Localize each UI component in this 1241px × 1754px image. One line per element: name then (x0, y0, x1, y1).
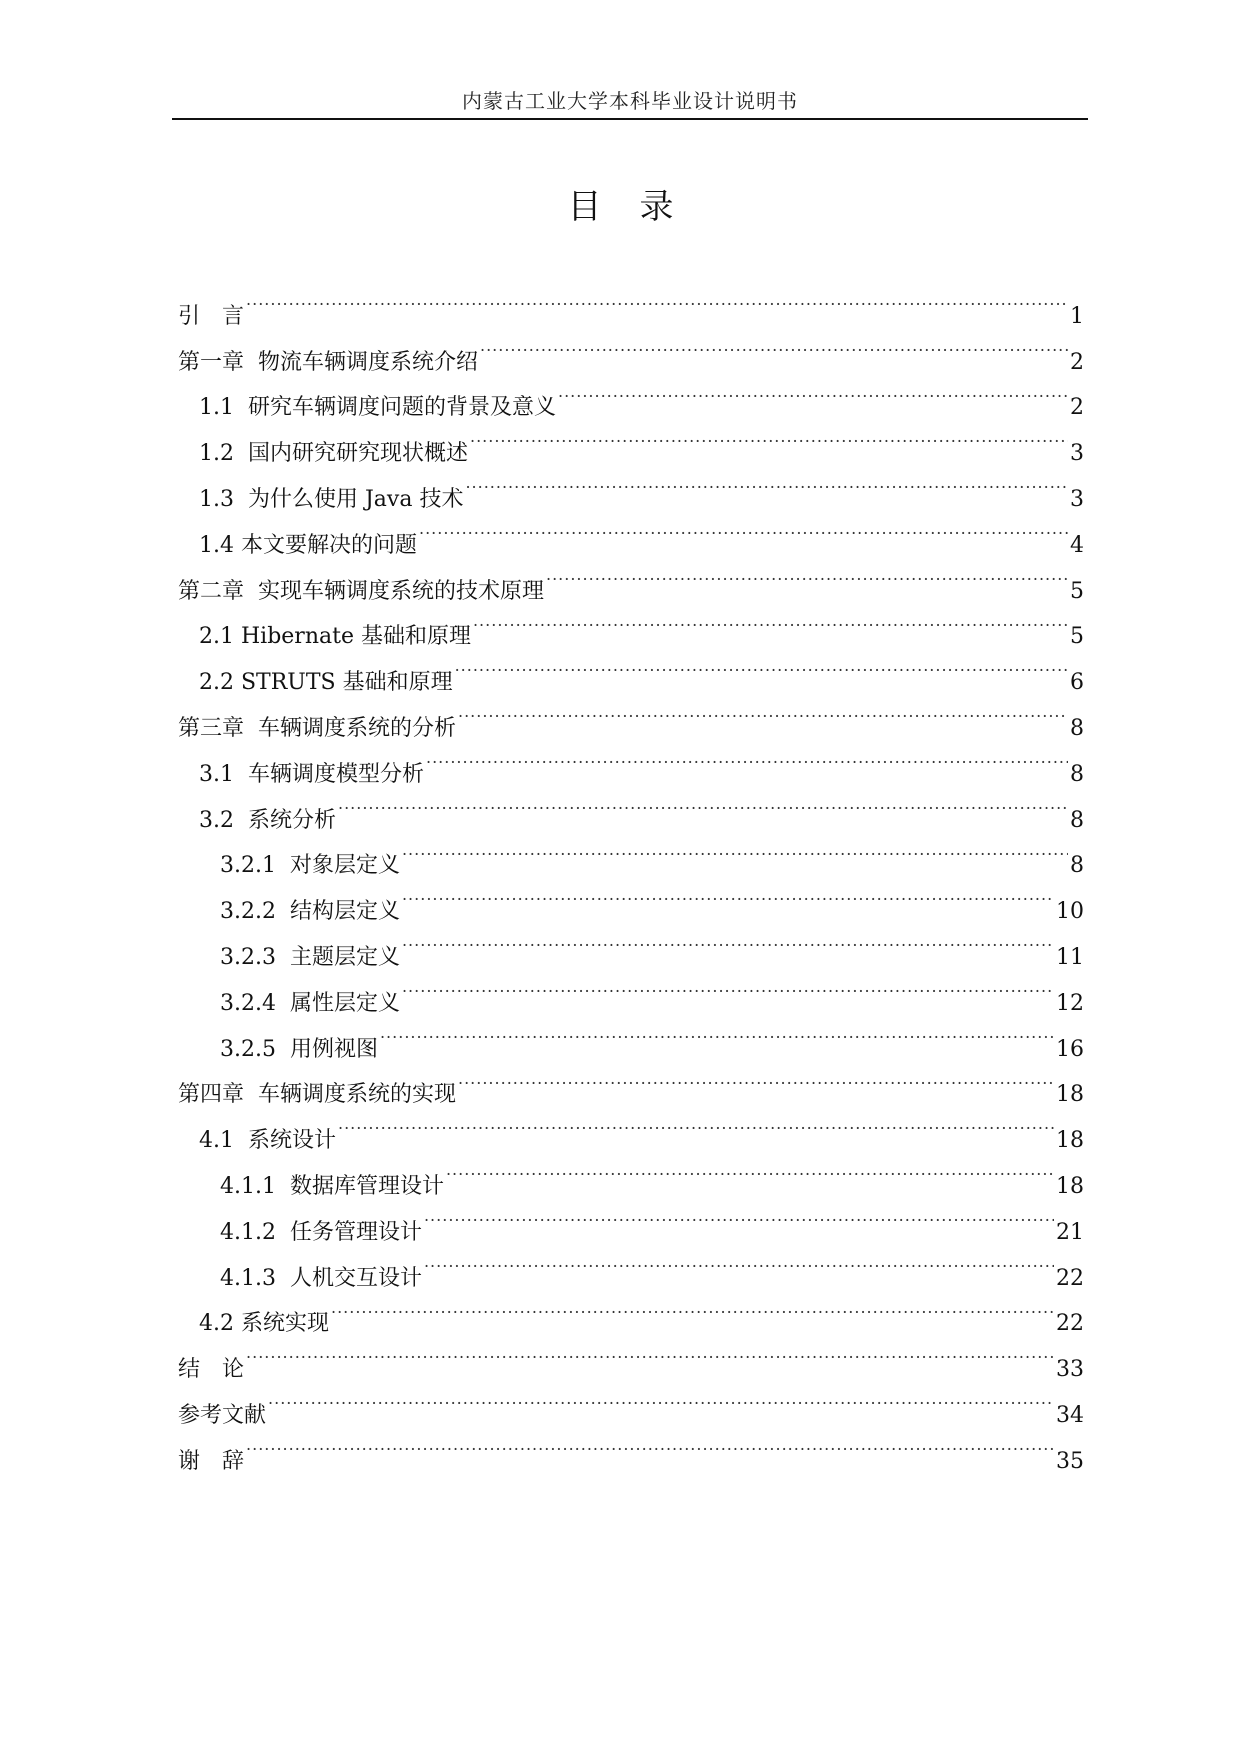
toc-entry-title: 引 言 (178, 303, 245, 329)
toc-entry-title: 3.2 系统分析 (199, 807, 336, 833)
running-header: 内蒙古工业大学本科毕业设计说明书 (462, 89, 798, 113)
toc-page-number: 2 (1070, 395, 1084, 421)
toc-page-number: 21 (1056, 1219, 1084, 1245)
toc-entry-title: 结 论 (178, 1357, 245, 1383)
toc-dot-leader (458, 1056, 1054, 1102)
toc-entry[interactable] (178, 323, 1084, 375)
toc-page-number: 22 (1056, 1265, 1084, 1291)
toc-entry-title: 3.2.3 主题层定义 (220, 944, 400, 970)
toc-dot-leader (473, 598, 1068, 644)
toc-dot-leader (455, 643, 1068, 689)
toc-dot-leader (424, 1239, 1054, 1285)
toc-page-number: 35 (1056, 1448, 1084, 1474)
toc-dot-leader (331, 1285, 1054, 1331)
toc-page-number: 6 (1070, 670, 1084, 696)
toc-page-number: 3 (1070, 486, 1084, 512)
toc-entry-title: 第二章 实现车辆调度系统的技术原理 (178, 578, 544, 604)
toc-page-number: 2 (1070, 349, 1084, 375)
toc-page-number: 1 (1070, 303, 1084, 329)
toc-dot-leader (480, 323, 1068, 369)
toc-entry-title: 1.2 国内研究研究现状概述 (199, 441, 468, 467)
toc-page-number: 18 (1056, 1082, 1084, 1108)
toc-dot-leader (268, 1376, 1054, 1422)
toc-page-number: 3 (1070, 441, 1084, 467)
toc-entry[interactable] (178, 1422, 1084, 1474)
toc-entry-title: 参考文献 (178, 1402, 267, 1428)
toc-dot-leader (458, 689, 1068, 735)
toc-dot-leader (246, 1330, 1054, 1376)
toc-dot-leader (402, 872, 1054, 918)
toc-dot-leader (246, 277, 1068, 323)
toc-entry[interactable] (178, 1330, 1084, 1383)
toc-entry-title: 3.2.1 对象层定义 (220, 853, 400, 879)
toc-dot-leader (402, 918, 1054, 964)
toc-page-number: 34 (1056, 1402, 1084, 1428)
toc-dot-leader (424, 1193, 1054, 1239)
toc-page-number: 8 (1070, 807, 1084, 833)
toc-entry-title: 3.2.5 用例视图 (220, 1036, 378, 1062)
toc-dot-leader (419, 506, 1068, 552)
toc-page-number: 5 (1070, 624, 1084, 650)
toc-dot-leader (465, 460, 1068, 506)
toc-page-number: 18 (1056, 1173, 1084, 1199)
toc-entry-title: 3.2.4 属性层定义 (220, 990, 400, 1016)
toc-page-number: 8 (1070, 761, 1084, 787)
toc-dot-leader (402, 827, 1068, 873)
toc-dot-leader (380, 1010, 1054, 1056)
toc-dot-leader (446, 1147, 1054, 1193)
toc-entry[interactable] (178, 1376, 1084, 1428)
toc-dot-leader (470, 414, 1068, 460)
toc-entry-title: 谢 辞 (178, 1448, 245, 1474)
toc-dot-leader (546, 552, 1068, 598)
toc-entry-title: 第一章 物流车辆调度系统介绍 (178, 349, 478, 375)
toc-page-number: 8 (1070, 853, 1084, 879)
toc-page-number: 10 (1056, 899, 1084, 925)
toc-entry-title: 1.4 本文要解决的问题 (199, 532, 417, 558)
toc-page-number: 4 (1070, 532, 1084, 558)
toc-entry-title: 4.1.3 人机交互设计 (220, 1265, 422, 1291)
toc-page-number: 16 (1056, 1036, 1084, 1062)
toc-entry-title: 第三章 车辆调度系统的分析 (178, 715, 456, 741)
toc-entry-title: 4.1.2 任务管理设计 (220, 1219, 422, 1245)
toc-entry-title: 4.1.1 数据库管理设计 (220, 1173, 444, 1199)
header-rule (172, 118, 1088, 120)
toc-entry-title: 4.1 系统设计 (199, 1128, 336, 1154)
toc-entry-title: 2.1 Hibernate 基础和原理 (199, 624, 471, 650)
page-title: 目录 (567, 187, 712, 227)
toc-dot-leader (558, 369, 1068, 415)
toc-page-number: 22 (1056, 1311, 1084, 1337)
toc-entry-title: 4.2 系统实现 (199, 1311, 329, 1337)
toc-page-number: 12 (1056, 990, 1084, 1016)
toc-dot-leader (338, 1101, 1054, 1147)
toc-dot-leader (338, 781, 1068, 827)
toc-entry-title: 1.3 为什么使用 Java 技术 (199, 486, 464, 512)
toc-page-number: 11 (1056, 944, 1084, 970)
toc-dot-leader (246, 1422, 1054, 1468)
toc-page-number: 18 (1056, 1128, 1084, 1154)
toc-entry-title: 2.2 STRUTS 基础和原理 (199, 670, 453, 696)
toc-page-number: 8 (1070, 715, 1084, 741)
toc-page-number: 5 (1070, 578, 1084, 604)
toc-entry-title: 3.2.2 结构层定义 (220, 899, 400, 925)
toc-page-number: 33 (1056, 1357, 1084, 1383)
toc-entry-title: 1.1 研究车辆调度问题的背景及意义 (199, 395, 556, 421)
toc-entry[interactable] (178, 277, 1084, 329)
toc-dot-leader (402, 964, 1054, 1010)
toc-entry-title: 第四章 车辆调度系统的实现 (178, 1082, 456, 1108)
toc-entry-title: 3.1 车辆调度模型分析 (199, 761, 424, 787)
table-of-contents (178, 277, 1084, 1474)
toc-dot-leader (426, 735, 1068, 781)
